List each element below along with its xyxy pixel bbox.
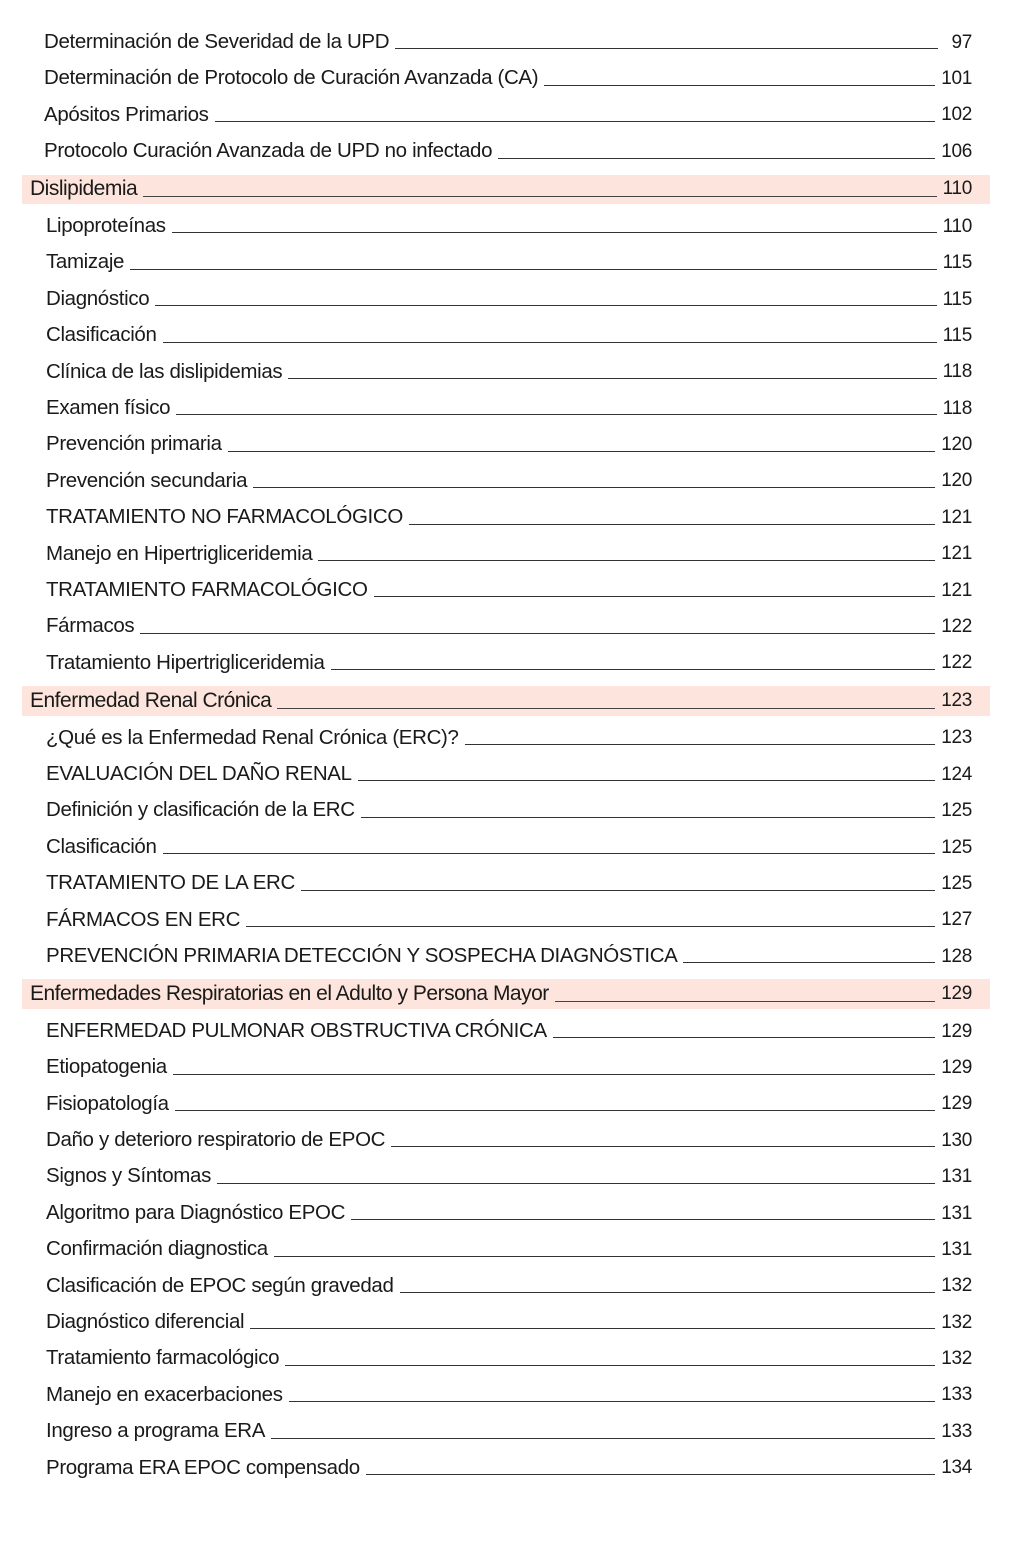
toc-entry-title: Examen físico xyxy=(46,395,171,419)
toc-leader-line xyxy=(351,1219,935,1220)
toc-entry[interactable] xyxy=(0,1158,1012,1194)
toc-leader-line xyxy=(331,669,936,670)
toc-entry-title: Diagnóstico xyxy=(46,286,150,310)
toc-entry[interactable] xyxy=(0,902,1012,938)
toc-entry-title: Clasificación xyxy=(46,834,157,858)
toc-page-number: 102 xyxy=(941,104,972,126)
toc-entry[interactable] xyxy=(0,756,1012,792)
toc-page-number: 122 xyxy=(941,616,972,638)
toc-entry-title: Manejo en exacerbaciones xyxy=(46,1382,283,1406)
toc-leader-line xyxy=(277,708,935,709)
toc-entry-title: Manejo en Hipertrigliceridemia xyxy=(46,541,313,565)
toc-entry-title: Dislipidemia xyxy=(30,177,138,201)
toc-page-number: 129 xyxy=(941,1020,972,1042)
toc-entry-title: Ingreso a programa ERA xyxy=(46,1419,266,1443)
toc-entry[interactable] xyxy=(0,1450,1012,1486)
toc-leader-line xyxy=(301,890,935,891)
toc-page-number: 123 xyxy=(941,689,972,711)
toc-leader-line xyxy=(228,451,936,452)
toc-entry-title: Confirmación diagnostica xyxy=(46,1237,268,1261)
toc-page-number: 132 xyxy=(941,1311,972,1333)
toc-entry-title: Programa ERA EPOC compensado xyxy=(46,1455,360,1479)
toc-entry[interactable] xyxy=(0,244,1012,280)
toc-leader-line xyxy=(544,85,935,86)
toc-leader-line xyxy=(155,305,936,306)
toc-entry[interactable] xyxy=(0,1413,1012,1449)
toc-entry-title: Definición y clasificación de la ERC xyxy=(46,798,355,822)
toc-leader-line xyxy=(175,1110,935,1111)
toc-entry[interactable] xyxy=(0,1340,1012,1376)
toc-entry[interactable] xyxy=(0,426,1012,462)
toc-page-number: 121 xyxy=(941,543,972,565)
toc-leader-line xyxy=(288,378,936,379)
toc-page-number: 133 xyxy=(941,1420,972,1442)
toc-leader-line xyxy=(498,158,935,159)
toc-entry-title: Tratamiento farmacológico xyxy=(46,1346,280,1370)
toc-entry[interactable] xyxy=(0,938,1012,974)
toc-entry-title: TRATAMIENTO DE LA ERC xyxy=(46,871,295,895)
toc-entry[interactable] xyxy=(0,208,1012,244)
toc-leader-line xyxy=(289,1401,936,1402)
toc-page-number: 125 xyxy=(941,836,972,858)
toc-leader-line xyxy=(140,633,935,634)
toc-entry[interactable] xyxy=(0,572,1012,608)
toc-entry[interactable] xyxy=(0,499,1012,535)
toc-entry-title: Prevención secundaria xyxy=(46,468,248,492)
toc-page-number: 121 xyxy=(941,506,972,528)
toc-entry[interactable] xyxy=(0,133,1012,169)
toc-page-number: 132 xyxy=(941,1348,972,1370)
toc-leader-line xyxy=(555,1001,935,1002)
toc-page-number: 97 xyxy=(951,31,972,53)
toc-entry-title: Determinación de Protocolo de Curación Avanzada (CA) xyxy=(44,66,539,90)
toc-entry[interactable] xyxy=(0,1122,1012,1158)
toc-page-number: 121 xyxy=(941,579,972,601)
toc-entry-title: Clínica de las dislipidemias xyxy=(46,359,283,383)
toc-page-number: 125 xyxy=(941,800,972,822)
toc-entry-title: ENFERMEDAD PULMONAR OBSTRUCTIVA CRÓNICA xyxy=(46,1018,547,1042)
toc-page-number: 134 xyxy=(941,1457,972,1479)
toc-leader-line xyxy=(374,596,936,597)
toc-page-number: 131 xyxy=(941,1166,972,1188)
toc-entry-title: Fisiopatología xyxy=(46,1091,169,1115)
toc-entry-title: Signos y Síntomas xyxy=(46,1164,211,1188)
toc-page-number: 123 xyxy=(941,727,972,749)
toc-entry-title: Tratamiento Hipertrigliceridemia xyxy=(46,650,325,674)
toc-leader-line xyxy=(683,962,935,963)
toc-section-entry[interactable] xyxy=(0,681,1012,720)
toc-page-number: 110 xyxy=(942,178,972,200)
toc-entry-title: Enfermedad Renal Crónica xyxy=(30,688,272,712)
toc-entry[interactable] xyxy=(0,390,1012,426)
toc-entry[interactable] xyxy=(0,829,1012,865)
toc-entry-title: Enfermedades Respiratorias en el Adulto y Persona Mayor xyxy=(30,982,549,1006)
toc-page-number: 124 xyxy=(941,763,972,785)
toc-entry[interactable] xyxy=(0,1304,1012,1340)
toc-leader-line xyxy=(366,1474,935,1475)
toc-page-number: 129 xyxy=(941,1093,972,1115)
toc-page-number: 129 xyxy=(941,983,972,1005)
toc-leader-line xyxy=(400,1292,936,1293)
toc-page-number: 125 xyxy=(941,872,972,894)
toc-entry[interactable] xyxy=(0,865,1012,901)
toc-entry[interactable] xyxy=(0,24,1012,60)
toc-page-number: 115 xyxy=(942,252,972,274)
toc-section-entry[interactable] xyxy=(0,170,1012,209)
toc-leader-line xyxy=(285,1365,935,1366)
toc-page-number: 127 xyxy=(941,909,972,931)
toc-entry-title: PREVENCIÓN PRIMARIA DETECCIÓN Y SOSPECHA DIAGNÓSTICA xyxy=(46,943,678,967)
toc-entry[interactable] xyxy=(0,1086,1012,1122)
toc-entry[interactable] xyxy=(0,608,1012,644)
toc-leader-line xyxy=(358,780,936,781)
toc-page-number: 106 xyxy=(941,140,972,162)
toc-entry-title: FÁRMACOS EN ERC xyxy=(46,907,241,931)
toc-entry-title: ¿Qué es la Enfermedad Renal Crónica (ERC)? xyxy=(46,725,459,749)
toc-leader-line xyxy=(395,48,938,49)
toc-entry[interactable] xyxy=(0,792,1012,828)
toc-leader-line xyxy=(215,121,936,122)
toc-leader-line xyxy=(553,1037,935,1038)
toc-leader-line xyxy=(271,1438,935,1439)
toc-leader-line xyxy=(143,196,936,197)
toc-entry-title: EVALUACIÓN DEL DAÑO RENAL xyxy=(46,761,352,785)
toc-leader-line xyxy=(217,1183,935,1184)
toc-entry[interactable] xyxy=(0,720,1012,756)
toc-entry-title: Fármacos xyxy=(46,614,135,638)
toc-entry[interactable] xyxy=(0,354,1012,390)
section-highlight xyxy=(22,175,990,205)
toc-page-number: 122 xyxy=(941,652,972,674)
toc-entry[interactable] xyxy=(0,463,1012,499)
table-of-contents xyxy=(0,24,1012,1486)
toc-page-number: 118 xyxy=(942,361,972,383)
toc-leader-line xyxy=(391,1146,935,1147)
toc-entry-title: TRATAMIENTO FARMACOLÓGICO xyxy=(46,577,368,601)
toc-leader-line xyxy=(130,269,937,270)
toc-entry-title: Protocolo Curación Avanzada de UPD no infectado xyxy=(44,139,493,163)
toc-entry[interactable] xyxy=(0,1268,1012,1304)
toc-entry[interactable] xyxy=(0,97,1012,133)
toc-leader-line xyxy=(173,1074,935,1075)
toc-leader-line xyxy=(409,524,935,525)
toc-leader-line xyxy=(172,232,937,233)
toc-entry-title: Apósitos Primarios xyxy=(44,102,209,126)
toc-entry-title: Etiopatogenia xyxy=(46,1055,167,1079)
toc-page-number: 110 xyxy=(942,215,972,237)
toc-entry[interactable] xyxy=(0,1231,1012,1267)
toc-leader-line xyxy=(176,414,936,415)
toc-entry[interactable] xyxy=(0,645,1012,681)
toc-leader-line xyxy=(318,560,935,561)
toc-leader-line xyxy=(163,342,937,343)
toc-page-number: 115 xyxy=(942,288,972,310)
toc-page-number: 133 xyxy=(941,1384,972,1406)
toc-page-number: 101 xyxy=(941,68,972,90)
toc-entry[interactable] xyxy=(0,1013,1012,1049)
toc-page-number: 128 xyxy=(941,945,972,967)
toc-entry-title: Daño y deterioro respiratorio de EPOC xyxy=(46,1127,386,1151)
toc-page-number: 115 xyxy=(942,324,972,346)
toc-entry-title: Prevención primaria xyxy=(46,432,222,456)
toc-entry[interactable] xyxy=(0,1195,1012,1231)
toc-entry[interactable] xyxy=(0,317,1012,353)
toc-entry-title: Tamizaje xyxy=(46,250,125,274)
toc-leader-line xyxy=(361,817,935,818)
toc-entry-title: TRATAMIENTO NO FARMACOLÓGICO xyxy=(46,505,403,529)
toc-entry-title: Lipoproteínas xyxy=(46,214,166,237)
toc-page-number: 131 xyxy=(941,1202,972,1224)
toc-page-number: 118 xyxy=(942,397,972,419)
toc-entry-title: Clasificación xyxy=(46,323,157,347)
toc-entry-title: Clasificación de EPOC según gravedad xyxy=(46,1273,394,1297)
toc-leader-line xyxy=(246,926,935,927)
toc-page-number: 130 xyxy=(941,1129,972,1151)
toc-entry-title: Determinación de Severidad de la UPD xyxy=(44,29,390,53)
toc-entry[interactable] xyxy=(0,281,1012,317)
toc-page-number: 129 xyxy=(941,1056,972,1078)
toc-page-number: 131 xyxy=(941,1238,972,1260)
toc-entry[interactable] xyxy=(0,60,1012,96)
toc-entry[interactable] xyxy=(0,1049,1012,1085)
toc-leader-line xyxy=(274,1256,935,1257)
toc-entry-title: Algoritmo para Diagnóstico EPOC xyxy=(46,1200,346,1224)
toc-leader-line xyxy=(253,487,935,488)
toc-page-number: 120 xyxy=(941,470,972,492)
toc-entry-title: Diagnóstico diferencial xyxy=(46,1309,245,1333)
toc-page-number: 120 xyxy=(941,434,972,456)
toc-entry[interactable] xyxy=(0,1377,1012,1413)
toc-leader-line xyxy=(163,853,936,854)
toc-page-number: 132 xyxy=(941,1275,972,1297)
toc-leader-line xyxy=(250,1328,935,1329)
toc-entry[interactable] xyxy=(0,536,1012,572)
toc-leader-line xyxy=(465,744,936,745)
toc-section-entry[interactable] xyxy=(0,974,1012,1013)
